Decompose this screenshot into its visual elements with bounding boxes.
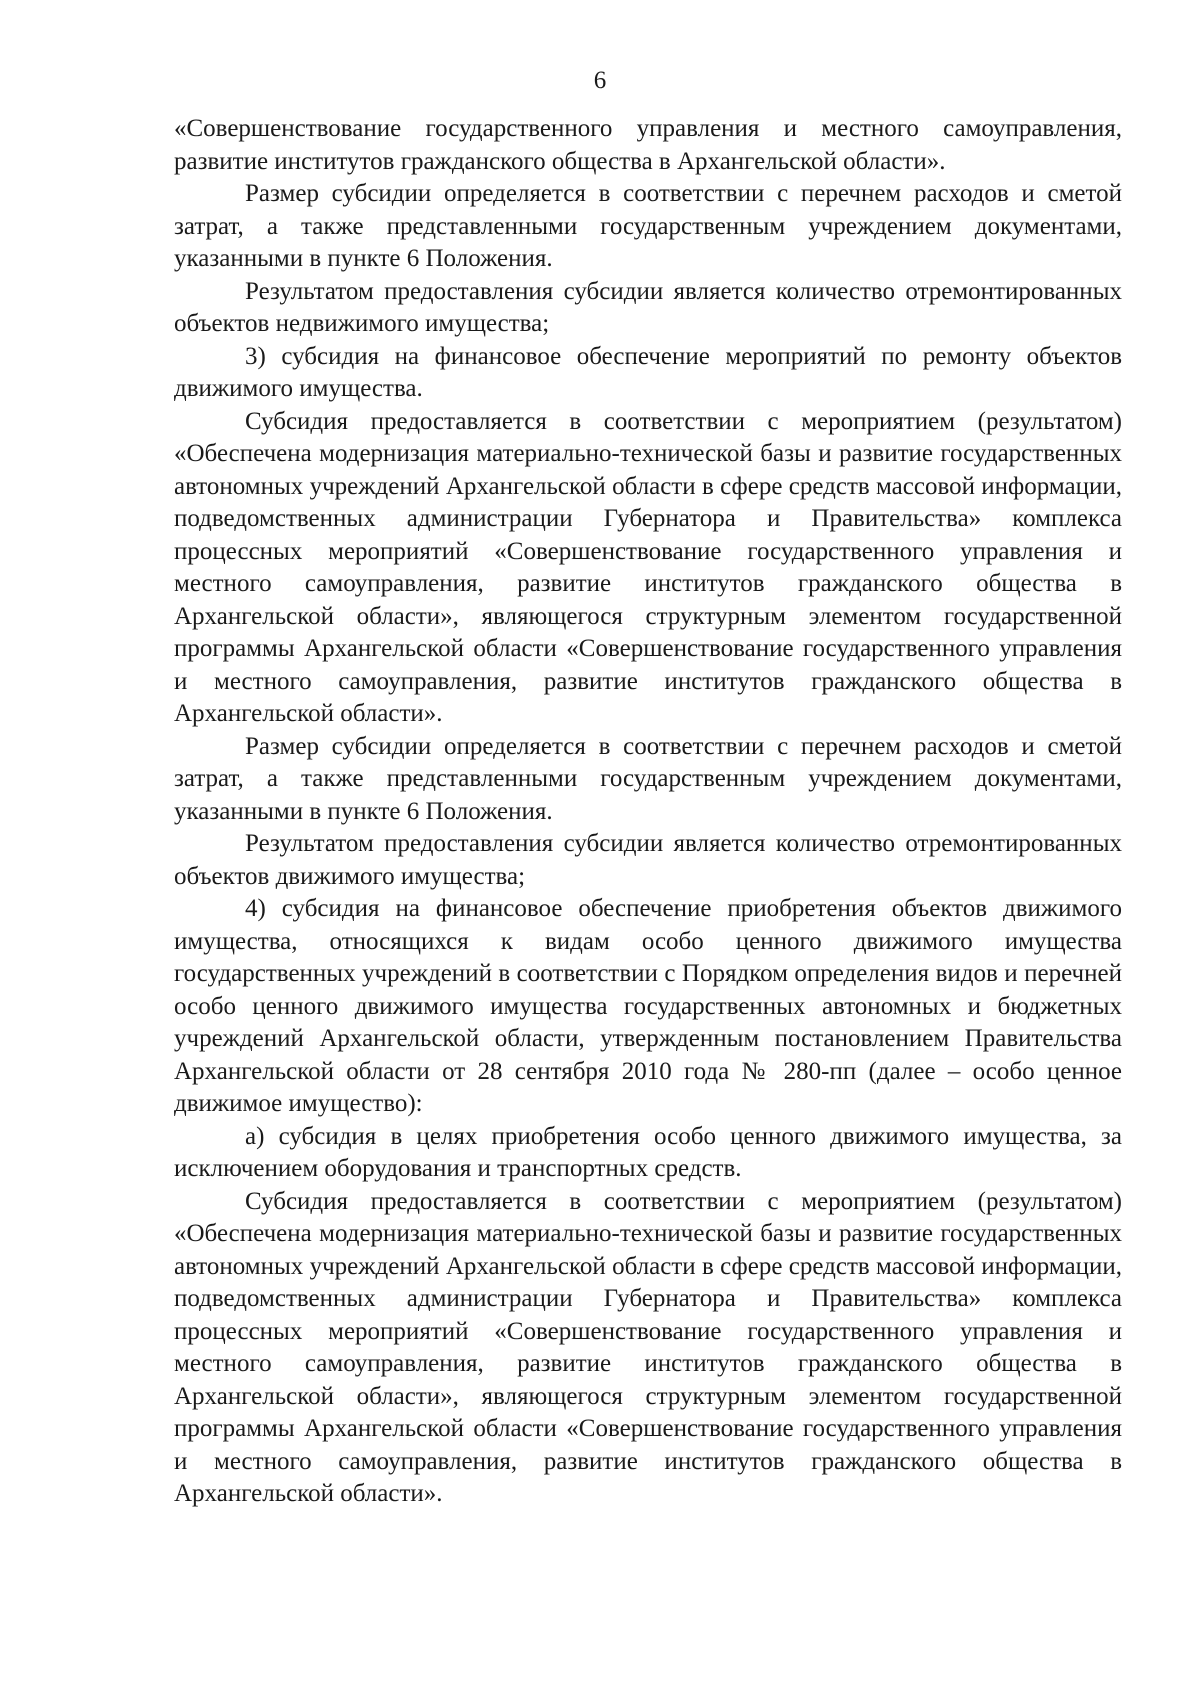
paragraph-subsidy-result: Результатом предоставления субсидии является количество отремонтированных объектов недвижимого имущества; (174, 277, 1122, 337)
paragraph-item-4: 4) субсидия на финансовое обеспечение приобретения объектов движимого имущества, относящихся к видам особо ценного движимого имущества государственных учреждений в соответствии с Порядком определения видов и перечней особо ценного движимого имущества государственных автономных и бюджетных учреждений Архангельской области, утвержденным постановлением Правительства Архангельской области от 28 сентября 2010 года № 280-пп (далее – особо ценное движимое имущество): (174, 895, 1122, 1117)
paragraph-program-title-continuation: «Совершенствование государственного управления и местного самоуправления, развитие институтов гражданского общества в Архангельской области». (174, 115, 1122, 175)
paragraph-subsidy-size: Размер субсидии определяется в соответствии с перечнем расходов и сметой затрат, а также представленными государственным учреждением документами, указанными в пункте 6 Положения. (174, 732, 1122, 825)
paragraph-subitem-a: а) субсидия в целях приобретения особо ценного движимого имущества, за исключением оборудования и транспортных средств. (174, 1122, 1122, 1182)
paragraph-subsidy-result: Результатом предоставления субсидии является количество отремонтированных объектов движимого имущества; (174, 830, 1122, 890)
document-body (174, 113, 1122, 1511)
page-number: 6 (593, 67, 607, 94)
paragraph-subsidy-provision: Субсидия предоставляется в соответствии с мероприятием (результатом) «Обеспечена модернизация материально-технической базы и развитие государственных автономных учреждений Архангельской области в сфере средств массовой информации, подведомственных администрации Губернатора и Правительства» комплекса процессных мероприятий «Совершенствование государственного управления и местного самоуправления, развитие институтов гражданского общества в Архангельской области», являющегося структурным элементом государственной программы Архангельской области «Совершенствование государственного управления и местного самоуправления, развитие институтов гражданского общества в Архангельской области». (174, 407, 1122, 727)
paragraph-item-3: 3) субсидия на финансовое обеспечение мероприятий по ремонту объектов движимого имущества. (174, 342, 1122, 402)
paragraph-subsidy-size: Размер субсидии определяется в соответствии с перечнем расходов и сметой затрат, а также представленными государственным учреждением документами, указанными в пункте 6 Положения. (174, 180, 1122, 272)
paragraph-subsidy-provision: Субсидия предоставляется в соответствии с мероприятием (результатом) «Обеспечена модернизация материально-технической базы и развитие государственных автономных учреждений Архангельской области в сфере средств массовой информации, подведомственных администрации Губернатора и Правительства» комплекса процессных мероприятий «Совершенствование государственного управления и местного самоуправления, развитие институтов гражданского общества в Архангельской области», являющегося структурным элементом государственной программы Архангельской области «Совершенствование государственного управления и местного самоуправления, развитие институтов гражданского общества в Архангельской области». (174, 1187, 1122, 1507)
